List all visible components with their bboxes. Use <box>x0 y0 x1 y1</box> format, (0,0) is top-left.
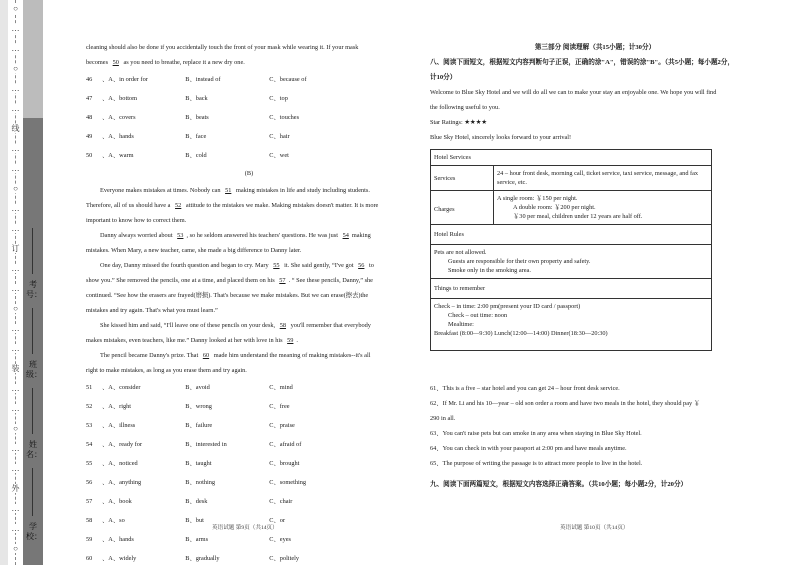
left-page <box>86 40 412 568</box>
cont-line-1: cleaning should also be done if you accidentally touch the front of your mask while wearing it. If your mask <box>86 44 359 51</box>
option-c[interactable]: C、chair <box>269 498 293 505</box>
option-b[interactable]: B、failure <box>185 422 213 429</box>
remember-cell <box>431 299 711 350</box>
statement-62-cont: 290 in all. <box>430 415 456 422</box>
option-row: 48 、 A、covers B、beats C、touches <box>86 108 412 127</box>
charges-meal: ￥30 per meal, children under 12 years are half off. <box>513 213 643 220</box>
blank-51: 51 <box>225 187 232 194</box>
option-b[interactable]: B、arms <box>185 536 209 543</box>
right-page <box>430 40 760 492</box>
option-row: 50 、 A、warm B、cold C、wet <box>86 146 412 165</box>
option-c[interactable]: C、afraid of <box>269 441 302 448</box>
seal-char: … <box>11 204 20 213</box>
class-line <box>32 308 33 354</box>
blank-60: 60 <box>202 352 210 359</box>
passage-b-line: The pencil became Danny's prize. That 60 made him understand the meaning of making mistakes--it's all <box>100 352 371 359</box>
option-b[interactable]: B、gradually <box>185 555 220 562</box>
passage-b-line: She kissed him and said, “I'll leave one of these pencils on your desk, 58 you'll remember that everybody <box>100 322 371 329</box>
star-ratings: Star Ratings: ★★★★ <box>430 119 487 126</box>
seal-char: … <box>11 464 20 473</box>
seal-char: ○ <box>10 544 21 553</box>
statement-65: 65、The purpose of writing the passage is to attract more people to live in the hotel. <box>430 460 643 467</box>
seal-char: … <box>11 164 20 173</box>
option-row: 55 、 A、noticed B、taught C、brought <box>86 454 412 473</box>
seal-char: ○ <box>10 4 21 13</box>
option-number: 48 <box>86 114 93 121</box>
passage-b-line: mistakes and try again. That's what you must learn.” <box>86 307 218 314</box>
seal-char: 订 <box>11 244 20 253</box>
option-b[interactable]: B、cold <box>185 152 207 159</box>
option-c[interactable]: C、wet <box>269 152 289 159</box>
seal-char: … <box>11 344 20 353</box>
option-row: 51 、 A、consider B、avoid C、mind <box>86 378 412 397</box>
blank-55: 55 <box>273 262 280 269</box>
left-footer: 英语试题 第9页（共14页） <box>212 525 278 531</box>
seal-char: … <box>11 264 20 273</box>
seal-char: … <box>11 24 20 33</box>
school-line <box>32 468 33 516</box>
seal-char: ○ <box>10 304 21 313</box>
passage-b-line: right to make mistakes, as long as you erase them and try again. <box>86 367 247 374</box>
school-label: 学校： <box>26 522 42 541</box>
hotel-info-table <box>430 149 712 351</box>
class-label: 班级： <box>26 360 42 379</box>
option-a[interactable]: A、illness <box>108 422 136 429</box>
passage-b-line: continued. “See how the erasers are frayed(磨损). That's because we make mistakes. But we can erase(擦去)the <box>86 292 369 299</box>
charges-label: Charges <box>431 191 494 224</box>
option-c[interactable]: C、touches <box>269 114 300 121</box>
passage-b-line: mistakes. When Mary, a new teacher, came, she made a big difference to Danny later. <box>86 247 302 254</box>
option-b[interactable]: B、face <box>185 133 207 140</box>
seal-line-column <box>8 0 23 565</box>
seal-char: 线 <box>11 124 20 133</box>
option-row: 57 、 A、book B、desk C、chair <box>86 492 412 511</box>
seal-char: … <box>11 444 20 453</box>
blank-52: 52 <box>175 202 182 209</box>
passage-b-line: One day, Danny missed the fourth question and began to cry. Mary 55 it. She said gently, “I've got 56 to <box>100 262 374 269</box>
statement-62: 62、If Mr. Li and his 10—year – old son order a room and have two meals in the hotel, they should pay ￥ <box>430 400 701 407</box>
option-c[interactable]: C、eyes <box>269 536 291 543</box>
intro-line-1: Welcome to Blue Sky Hotel and we will do all we can to make your stay an enjoyable one. We hope you will find <box>430 89 717 96</box>
option-row: 58 、 A、so B、but C、or <box>86 511 412 530</box>
seal-char: … <box>11 44 20 53</box>
option-c[interactable]: C、because of <box>269 76 307 83</box>
intro-line-2: the following useful to you. <box>430 104 500 111</box>
seal-char: … <box>11 404 20 413</box>
option-row: 54 、 A、ready for B、interested in C、afraid of <box>86 435 412 454</box>
option-b[interactable]: B、avoid <box>185 384 210 391</box>
blank-58: 58 <box>279 322 287 329</box>
option-row: 56 、 A、anything B、nothing C、something <box>86 473 412 492</box>
name-line <box>32 388 33 434</box>
passage-b-line: important to know how to correct them. <box>86 217 187 224</box>
option-a[interactable]: A、covers <box>108 114 136 121</box>
option-b[interactable]: B、interested in <box>185 441 227 448</box>
passage-b-title: (B) <box>244 170 254 177</box>
seal-char: ○ <box>10 424 21 433</box>
checkout-time: Check – out time: noon <box>448 312 508 319</box>
charges-cell <box>494 191 711 224</box>
option-a[interactable]: A、hands <box>108 536 134 543</box>
option-number: 50 <box>86 152 93 159</box>
option-b[interactable]: B、but <box>185 517 204 524</box>
meal-times: Breakfast (8:00—9:30) Lunch(12:00—14:00) Dinner(18:30—20:30) <box>434 330 608 337</box>
option-b[interactable]: B、wrong <box>185 403 212 410</box>
hotel-rules-heading: Hotel Rules <box>434 231 464 238</box>
statement-63: 63、You can't raise pets but can smoke in any area when staying in Blue Sky Hotel. <box>430 430 642 437</box>
option-c[interactable]: C、hair <box>269 133 290 140</box>
seal-char: 装 <box>11 364 20 373</box>
hotel-services-heading: Hotel Services <box>434 154 471 161</box>
option-a[interactable]: A、right <box>108 403 132 410</box>
option-b[interactable]: B、beats <box>185 114 209 121</box>
exam-number-label: 考号： <box>26 280 42 299</box>
section-9-title: 九、阅读下面两篇短文，根据短文内容选择正确答案。（共10小题；每小题2分，计20分） <box>430 481 688 488</box>
margin-outer-strip <box>0 0 8 565</box>
option-row: 52 、 A、right B、wrong C、free <box>86 397 412 416</box>
statement-61: 61、This is a five – star hotel and you can get 24 – hour front desk service. <box>430 385 620 392</box>
option-c[interactable]: C、free <box>269 403 290 410</box>
option-a[interactable]: A、widely <box>108 555 137 562</box>
sincerely-line: Blue Sky Hotel, sincerely looks forward to your arrival! <box>430 134 572 141</box>
option-number: 47 <box>86 95 93 102</box>
option-b[interactable]: B、desk <box>185 498 208 505</box>
option-row: 46 、 A、in order for B、instead of C、because of <box>86 70 412 89</box>
option-c[interactable]: C、top <box>269 95 288 102</box>
blank-53: 53 <box>177 232 184 239</box>
rules-cell <box>431 245 711 278</box>
option-a[interactable]: A、so <box>108 517 125 524</box>
option-c[interactable]: C、brought <box>269 460 300 467</box>
passage-b-line: Everyone makes mistakes at times. Nobody can 51 making mistakes in life and study including students. <box>100 187 370 194</box>
rule-smoke: Smoke only in the smoking area. <box>448 267 531 274</box>
rule-guests: Guests are responsible for their own property and safety. <box>448 258 591 265</box>
services-label: Services <box>431 166 494 190</box>
option-a[interactable]: A、hands <box>108 133 134 140</box>
statement-64: 64、You can check in with your passport at 2:00 pm and have meals anytime. <box>430 445 627 452</box>
option-b[interactable]: B、nothing <box>185 479 216 486</box>
option-row: 59 、 A、hands B、arms C、eyes <box>86 530 412 549</box>
option-number: 46 <box>86 76 93 83</box>
option-c[interactable]: C、something <box>269 479 307 486</box>
seal-char: 外 <box>11 484 20 493</box>
option-a[interactable]: A、anything <box>108 479 142 486</box>
option-a[interactable]: A、in order for <box>108 76 148 83</box>
passage-b-line: show you.” She removed the pencils, one at a time, and placed them on his 57 . “ See these pencils, Danny,” she <box>86 277 373 284</box>
option-a[interactable]: A、book <box>108 498 132 505</box>
passage-b-line: Therefore, all of us should have a 52 attitude to the mistakes we make. Making mistakes doesn't matter. It is more <box>86 202 379 209</box>
option-a[interactable]: A、bottom <box>108 95 137 102</box>
options-51-60 <box>86 378 412 568</box>
margin-dark-strip <box>23 118 43 565</box>
seal-char: … <box>11 324 20 333</box>
option-c[interactable]: C、praise <box>269 422 295 429</box>
blank-59: 59 <box>287 337 294 344</box>
checkin-time: Check – in time: 2:00 pm(present your ID card / passport) <box>434 303 581 310</box>
mealtime-label: Mealtime: <box>448 321 474 328</box>
text: as you need to breathe, replace it a new dry one. <box>123 59 245 66</box>
services-text: 24 – hour front desk, morning call, ticket service, taxi service, message, and fax service, etc. <box>497 170 699 186</box>
seal-char: … <box>11 84 20 93</box>
seal-char: ○ <box>10 64 21 73</box>
section-8-title-line-2: 计10分） <box>430 74 457 81</box>
option-number: 49 <box>86 133 93 140</box>
seal-char: … <box>11 384 20 393</box>
rule-pets: Pets are not allowed. <box>434 249 487 256</box>
seal-char: … <box>11 144 20 153</box>
option-a[interactable]: A、ready for <box>108 441 143 448</box>
option-row: 49 、 A、hands B、face C、hair <box>86 127 412 146</box>
right-footer: 英语试题 第10页（共14页） <box>560 525 629 531</box>
passage-b-line: Danny always worried about 53 , so he seldom answered his teachers' questions. He was just 54 making <box>100 232 371 239</box>
text: becomes <box>86 59 109 66</box>
option-c[interactable]: C、or <box>269 517 286 524</box>
passage-b-line: makes mistakes, even teachers, like me.” Danny looked at her with love in his 59 . <box>86 337 298 344</box>
seal-char: … <box>11 524 20 533</box>
part-title: 第三部分 阅读理解（共15小题；计30分） <box>534 44 656 51</box>
charges-single: A single room: ￥150 per night. <box>497 195 578 202</box>
options-46-50 <box>86 70 412 165</box>
option-row: 47 、 A、bottom B、back C、top <box>86 89 412 108</box>
cont-line-2 <box>86 55 412 70</box>
blank-50: 50 <box>112 59 119 66</box>
option-c[interactable]: C、politely <box>269 555 300 562</box>
blank-54: 54 <box>342 232 349 239</box>
option-b[interactable]: B、instead of <box>185 76 221 83</box>
seal-char: … <box>11 104 20 113</box>
blank-57: 57 <box>279 277 286 284</box>
seal-char: … <box>11 224 20 233</box>
seal-char: … <box>11 504 20 513</box>
name-label: 姓名： <box>26 440 42 459</box>
blank-56: 56 <box>358 262 365 269</box>
remember-heading: Things to remember <box>434 285 486 292</box>
seal-char: … <box>11 284 20 293</box>
charges-double: A double room: ￥200 per night. <box>513 204 596 211</box>
option-c[interactable]: C、mind <box>269 384 293 391</box>
section-8-title-line-1: 八、阅读下面短文，根据短文内容判断句子正误，正确的涂"A"，错误的涂"B"。（共5小题；每小题2分， <box>430 59 735 66</box>
option-a[interactable]: A、warm <box>108 152 134 159</box>
option-b[interactable]: B、taught <box>185 460 212 467</box>
option-b[interactable]: B、back <box>185 95 208 102</box>
exam-number-line <box>32 228 33 274</box>
seal-char: ○ <box>10 184 21 193</box>
option-a[interactable]: A、noticed <box>108 460 138 467</box>
option-a[interactable]: A、consider <box>108 384 141 391</box>
option-row: 60 、 A、widely B、gradually C、politely <box>86 549 412 568</box>
option-row: 53 、 A、illness B、failure C、praise <box>86 416 412 435</box>
